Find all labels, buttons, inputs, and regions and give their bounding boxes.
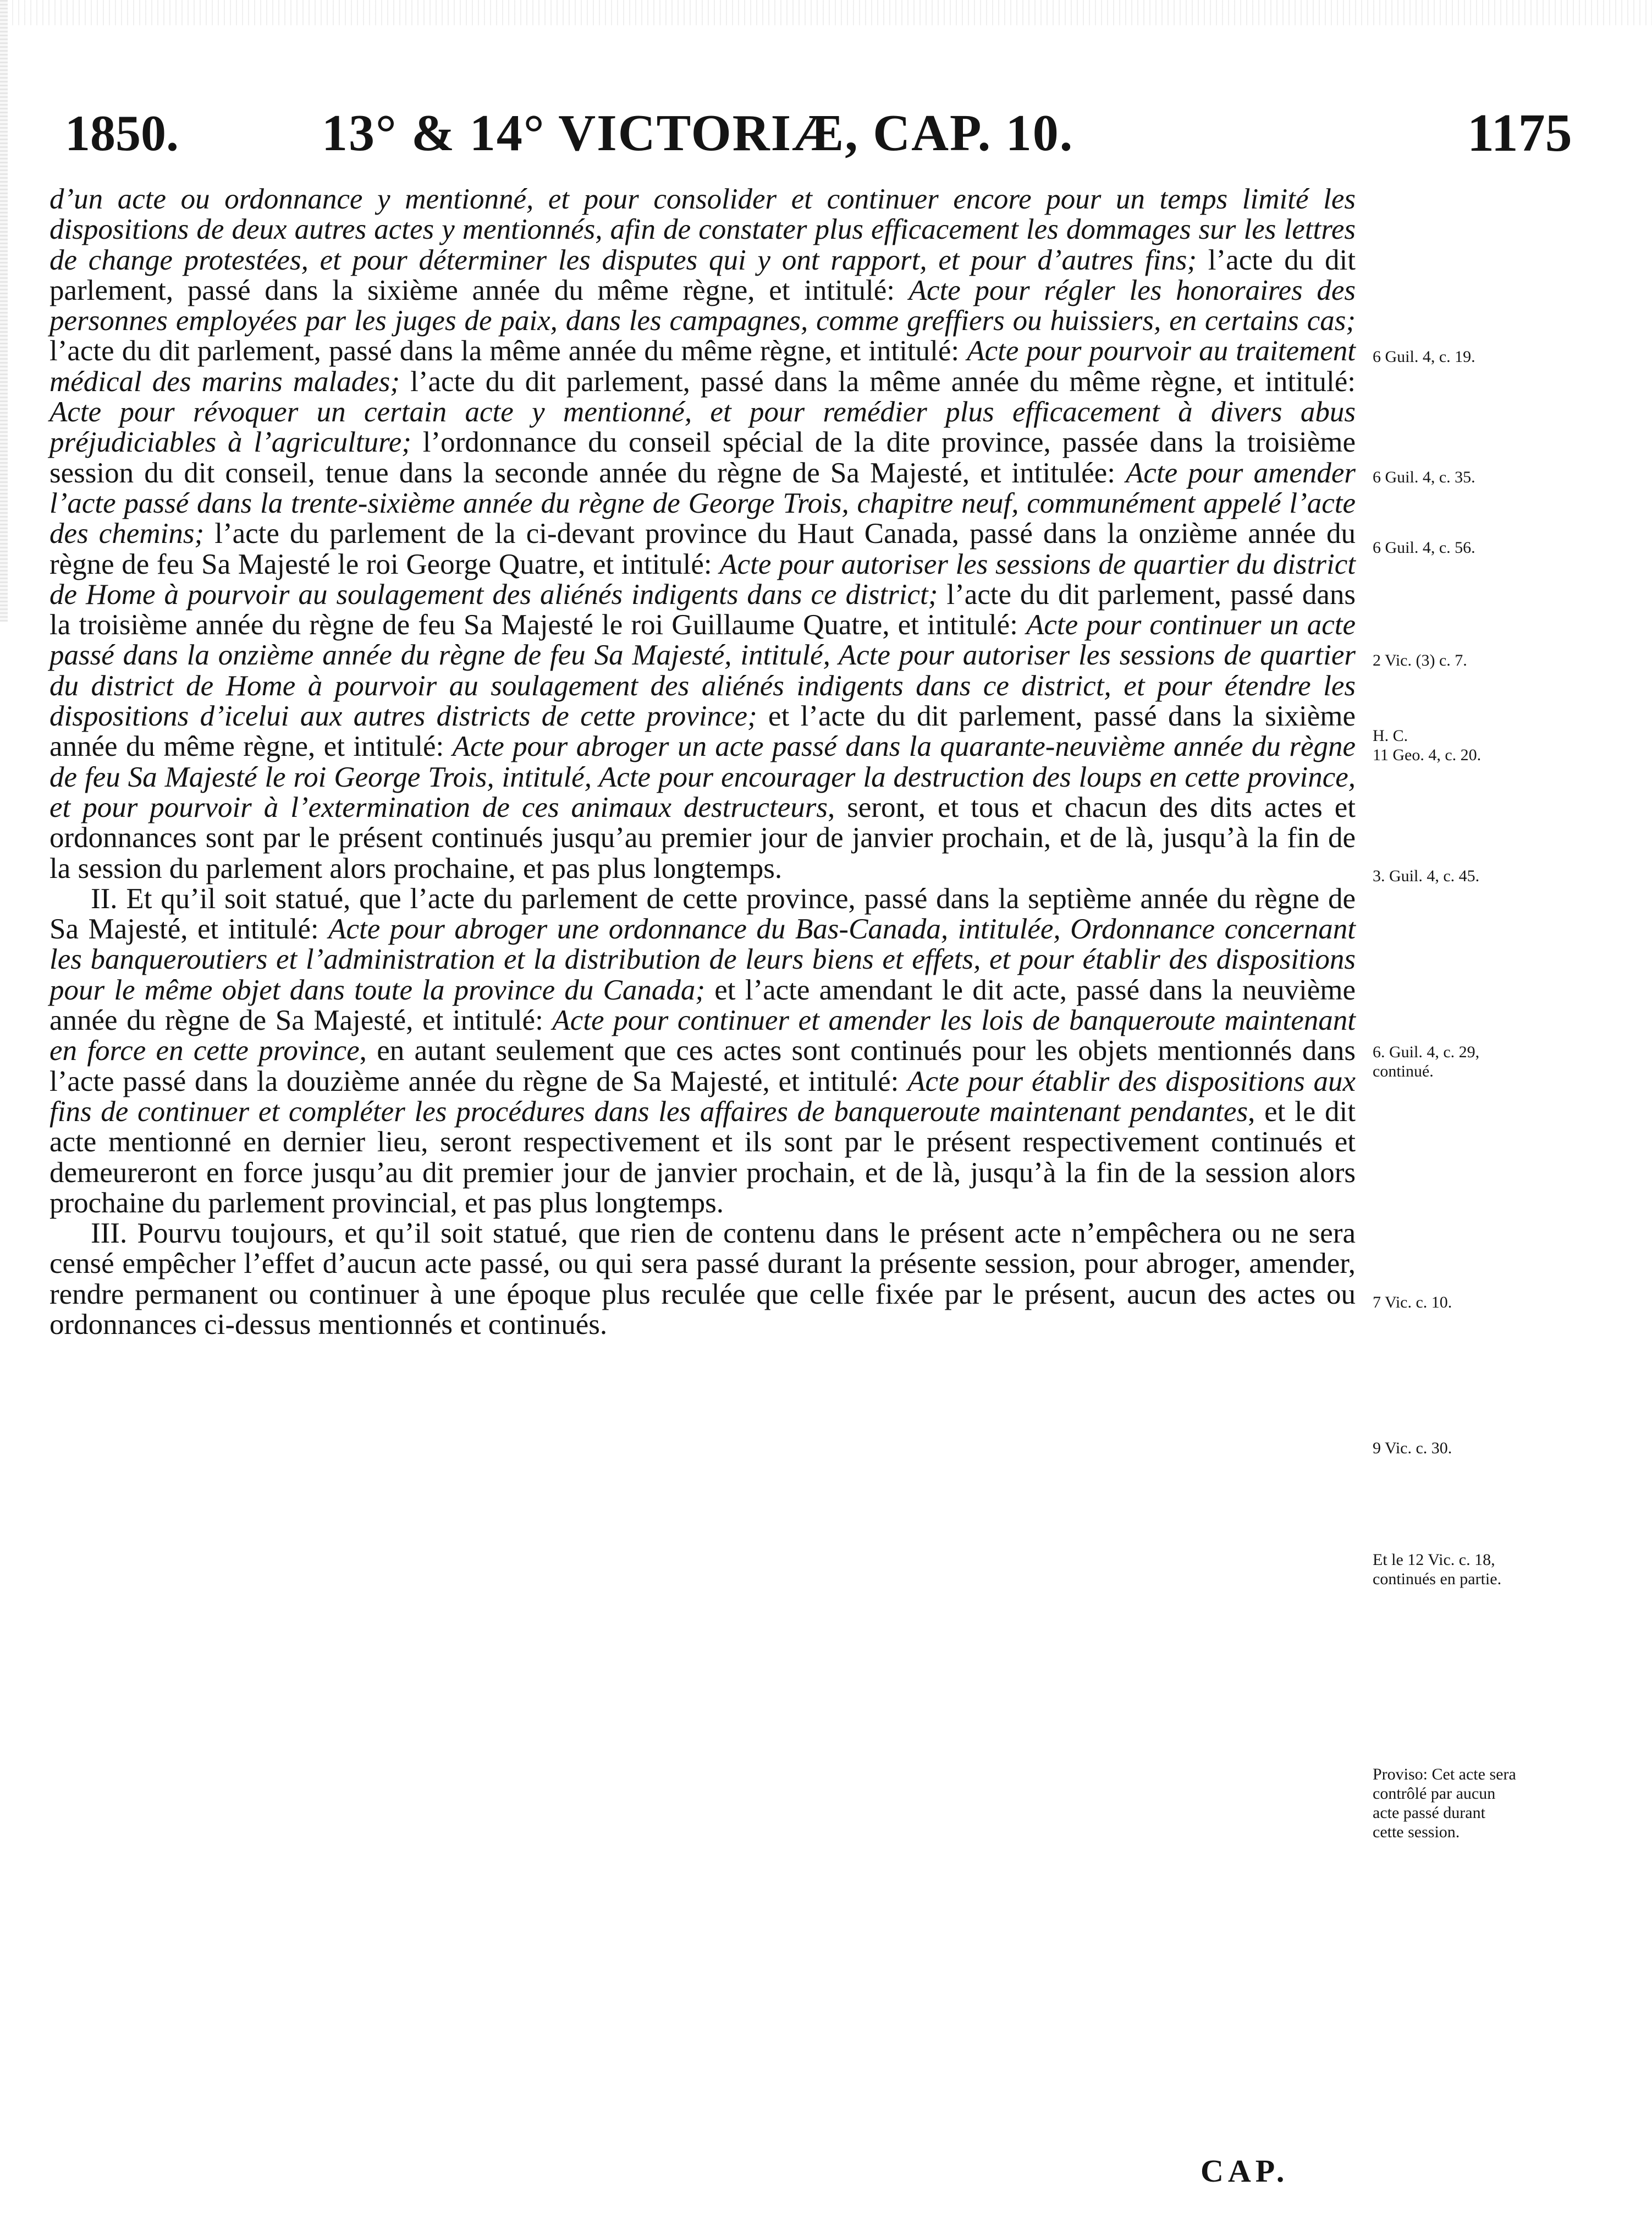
italic-title-text: Acte pour pourvoir au traitement médical des marins malades; <box>49 335 1356 398</box>
body-text-run: l’ordonnance du conseil spécial de la dite province, passée dans la troisième session du dit conseil, tenue dans la seconde année du règne de Sa Majesté, et intitulée: <box>49 426 1356 489</box>
margin-note <box>1373 347 1631 366</box>
margin-note <box>1373 726 1631 765</box>
margin-note <box>1373 651 1631 670</box>
margin-note <box>1373 1042 1631 1081</box>
margin-note-line: 7 Vic. c. 10. <box>1373 1293 1452 1311</box>
body-text-run: III. Pourvu toujours, et qu’il soit statué, que rien de contenu dans le présent acte n’empêchera ou ne sera censé empêcher l’effet d’aucun acte passé, ou qui sera passé durant la présente session, pour abroger, amender, rendre permanent ou continuer à une époque plus reculée que celle fixée par le présent, aucun des actes ou ordonnances ci-dessus mentionnés et continués. <box>49 1217 1356 1341</box>
margin-note-line: 6 Guil. 4, c. 19. <box>1373 348 1475 366</box>
body-text-run: l’acte du parlement de la ci-devant province du Haut Canada, passé dans la onzième année du règne de feu Sa Majesté le roi George Quatre, et intitulé: <box>49 518 1356 580</box>
margin-note-line: acte passé durant <box>1373 1804 1485 1822</box>
body-text-run: l’acte du dit parlement, passé dans la troisième année du règne de feu Sa Majesté le roi Guillaume Quatre, et intitulé: <box>49 578 1356 641</box>
margin-note <box>1373 538 1631 557</box>
margin-note <box>1373 866 1631 886</box>
italic-title-text: Acte pour continuer un acte passé dans la onzième année du règne de feu Sa Majesté, intitulé, Acte pour autoriser les sessions de quartier du district de Home à pourvoir au soulagement des aliénés indigents dans ce district, et pour étendre les dispositions d’icelui aux autres districts de cette province; <box>49 609 1356 733</box>
section-iii <box>49 1218 1356 1340</box>
margin-note <box>1373 1550 1631 1589</box>
italic-title-text: Acte pour abroger une ordonnance du Bas-Canada, intitulée, Ordonnance concernant les banqueroutiers et l’administration et la distribution de leurs biens et effets, et pour établir des dispositions pour le même objet dans toute la province du Canada; <box>49 913 1356 1006</box>
margin-note-line: cette session. <box>1373 1823 1460 1841</box>
italic-title-text: d’un acte ou ordonnance y mentionné, et pour consolider et continuer encore pour un temps limité les dispositions de deux autres actes y mentionnés, afin de constater plus efficacement les dommages sur les lettres de change protestées, et pour déterminer les disputes qui y ont rapport, et pour d’autres fins; <box>49 183 1356 276</box>
margin-note-line: 6 Guil. 4, c. 35. <box>1373 468 1475 486</box>
margin-note-line: 6. Guil. 4, c. 29, <box>1373 1043 1480 1061</box>
italic-title-text: Acte pour autoriser les sessions de quartier du district de Home à pourvoir au soulagement des aliénés indigents dans ce district; <box>49 548 1356 611</box>
body-text-run: et l’acte du dit parlement, passé dans la sixième année du même règne, et intitulé: <box>49 700 1356 763</box>
margin-note <box>1373 1438 1631 1458</box>
margin-note-line: continué. <box>1373 1062 1434 1080</box>
running-header <box>0 0 1652 165</box>
margin-note-line: 9 Vic. c. 30. <box>1373 1439 1452 1457</box>
body-text-run: l’acte du dit parlement, passé dans la même année du même règne, et intitulé: <box>400 365 1356 398</box>
catchword: CAP. <box>1201 2153 1289 2189</box>
body-text-run: , et le dit acte mentionné en dernier lieu, seront respectivement et ils sont par le présent respectivement continués et demeureront en force jusqu’au dit premier jour de janvier prochain, et de là, jusqu’à la fin de la session alors prochaine du parlement provincial, et pas plus longtemps. <box>49 1095 1356 1219</box>
body-text-run: , en autant seulement que ces actes sont continués pour les objets mentionnés dans l’acte passé dans la douzième année du règne de Sa Majesté, et intitulé: <box>49 1035 1356 1097</box>
margin-note <box>1373 1765 1631 1842</box>
italic-title-text: Acte pour abroger un acte passé dans la quarante-neuvième année du règne de feu Sa Majesté le roi George Trois, intitulé, Acte pour encourager la destruction des loups en cette province, et pour pourvoir à l’extermination de ces animaux destructeurs <box>49 730 1356 823</box>
body-text-run: et l’acte amendant le dit acte, passé dans la neuvième année du règne de Sa Majesté, et intitulé: <box>49 974 1356 1037</box>
margin-note-line: H. C. <box>1373 727 1408 745</box>
header-year: 1850. <box>65 105 179 161</box>
italic-title-text: Acte pour révoquer un certain acte y mentionné, et pour remédier plus efficacement à divers abus préjudiciables à l’agriculture; <box>49 396 1356 459</box>
page-number: 1175 <box>1467 103 1572 163</box>
section-ii <box>49 884 1356 1218</box>
italic-title-text: Acte pour établir des dispositions aux fins de continuer et compléter les procédures dans les affaires de banqueroute maintenant pendantes <box>49 1065 1356 1128</box>
body-text-run: l’acte du dit parlement, passé dans la sixième année du même règne, et intitulé: <box>49 244 1356 306</box>
paragraph-continued <box>49 184 1356 884</box>
body-text-run: II. Et qu’il soit statué, que l’acte du parlement de cette province, passé dans la septième année du règne de Sa Majesté, et intitulé: <box>49 882 1356 946</box>
margin-note-line: 2 Vic. (3) c. 7. <box>1373 651 1467 669</box>
margin-note-line: continués en partie. <box>1373 1570 1502 1588</box>
margin-note-line: Et le 12 Vic. c. 18, <box>1373 1551 1495 1569</box>
header-title: 13° & 14° VICTORIÆ, CAP. 10. <box>322 105 1074 162</box>
margin-note-line: 11 Geo. 4, c. 20. <box>1373 746 1482 764</box>
margin-note-line: 6 Guil. 4, c. 56. <box>1373 539 1475 557</box>
italic-title-text: Acte pour continuer et amender les lois de banqueroute maintenant en force en cette province <box>49 1004 1356 1067</box>
margin-note-line: 3. Guil. 4, c. 45. <box>1373 867 1480 885</box>
italic-title-text: Acte pour amender l’acte passé dans la trente-sixième année du règne de George Trois, chapitre neuf, communément appelé l’acte des chemins; <box>49 457 1356 550</box>
statute-body <box>49 184 1356 1340</box>
margin-note-line: contrôlé par aucun <box>1373 1784 1496 1803</box>
margin-note <box>1373 468 1631 487</box>
body-text-run: , seront, et tous et chacun des dits actes et ordonnances sont par le présent continués jusqu’au premier jour de janvier prochain, et de là, jusqu’à la fin de la session du parlement alors prochaine, et pas plus longtemps. <box>49 791 1356 885</box>
margin-note-line: Proviso: Cet acte sera <box>1373 1765 1516 1783</box>
margin-note <box>1373 1293 1631 1312</box>
italic-title-text: Acte pour régler les honoraires des personnes employées par les juges de paix, dans les campagnes, comme greffiers ou huissiers, en certains cas; <box>49 274 1356 337</box>
body-text-run: l’acte du dit parlement, passé dans la même année du même règne, et intitulé: <box>49 335 967 367</box>
